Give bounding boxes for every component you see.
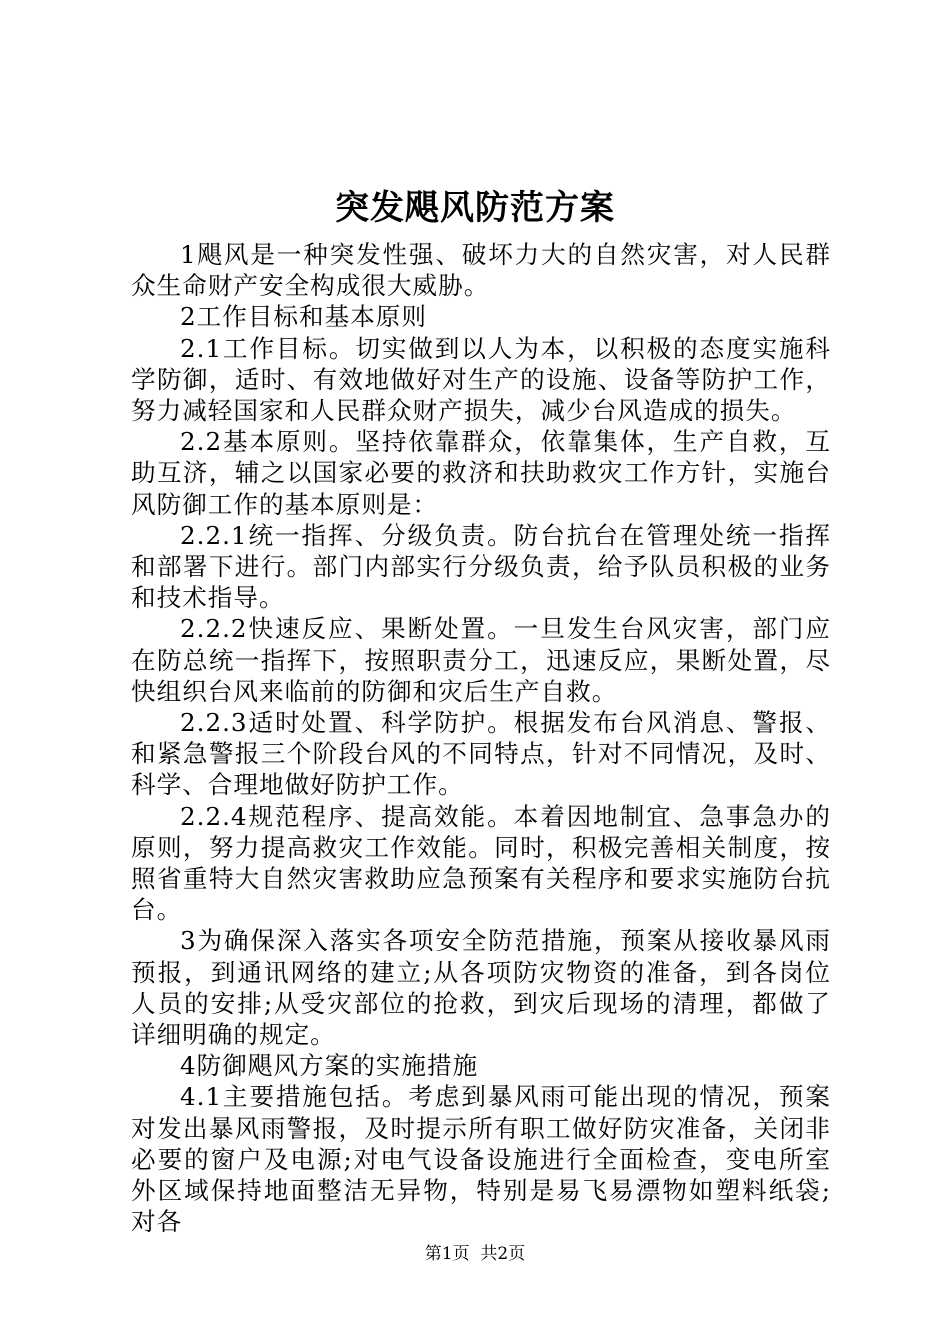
paragraph-3: 3为确保深入落实各项安全防范措施，预案从接收暴风雨预报，到通讯网络的建立;从各项防灾物资的准备，到各岗位人员的安排;从受灾部位的抢救，到灾后现场的清理，都做了详细明确的规定。 (131, 926, 831, 1050)
heading-4: 4防御飓风方案的实施措施 (180, 1051, 479, 1081)
paragraph-2-2-4: 2.2.4规范程序、提高效能。本着因地制宜、急事急办的原则，努力提高救灾工作效能。同时，积极完善相关制度，按照省重特大自然灾害救助应急预案有关程序和要求实施防台抗台。 (131, 801, 831, 925)
paragraph-2-2-2: 2.2.2快速反应、果断处置。一旦发生台风灾害，部门应在防总统一指挥下，按照职责分工，迅速反应，果断处置，尽快组织台风来临前的防御和灾后生产自救。 (131, 614, 831, 706)
document-body (131, 239, 831, 1238)
paragraph-2-2-1: 2.2.1统一指挥、分级负责。防台抗台在管理处统一指挥和部署下进行。部门内部实行分级负责，给予队员积极的业务和技术指导。 (131, 520, 831, 613)
paragraph-2-2: 2.2基本原则。坚持依靠群众，依靠集体，生产自救，互助互济，辅之以国家必要的救济和扶助救灾工作方针，实施台风防御工作的基本原则是： (131, 427, 831, 519)
heading-2: 2工作目标和基本原则 (180, 302, 427, 332)
paragraph-2-2-3: 2.2.3适时处置、科学防护。根据发布台风消息、警报、和紧急警报三个阶段台风的不同特点，针对不同情况，及时、科学、合理地做好防护工作。 (131, 708, 831, 800)
paragraph-1: 1飓风是一种突发性强、破坏力大的自然灾害，对人民群众生命财产安全构成很大威胁。 (131, 240, 831, 301)
paragraph-2-1: 2.1工作目标。切实做到以人为本，以积极的态度实施科学防御，适时、有效地做好对生产的设施、设备等防护工作，努力减轻国家和人民群众财产损失，减少台风造成的损失。 (131, 333, 831, 426)
document-title: 突发飓风防范方案 (335, 188, 615, 228)
page-footer: 第1页 共2页 (424, 1244, 526, 1264)
paragraph-4-1: 4.1主要措施包括。考虑到暴风雨可能出现的情况，预案对发出暴风雨警报，及时提示所有职工做好防灾准备，关闭非必要的窗户及电源;对电气设备设施进行全面检查，变电所室外区域保持地面整洁无异物，特别是易飞易漂物如塑料纸袋;对各 (131, 1082, 831, 1237)
